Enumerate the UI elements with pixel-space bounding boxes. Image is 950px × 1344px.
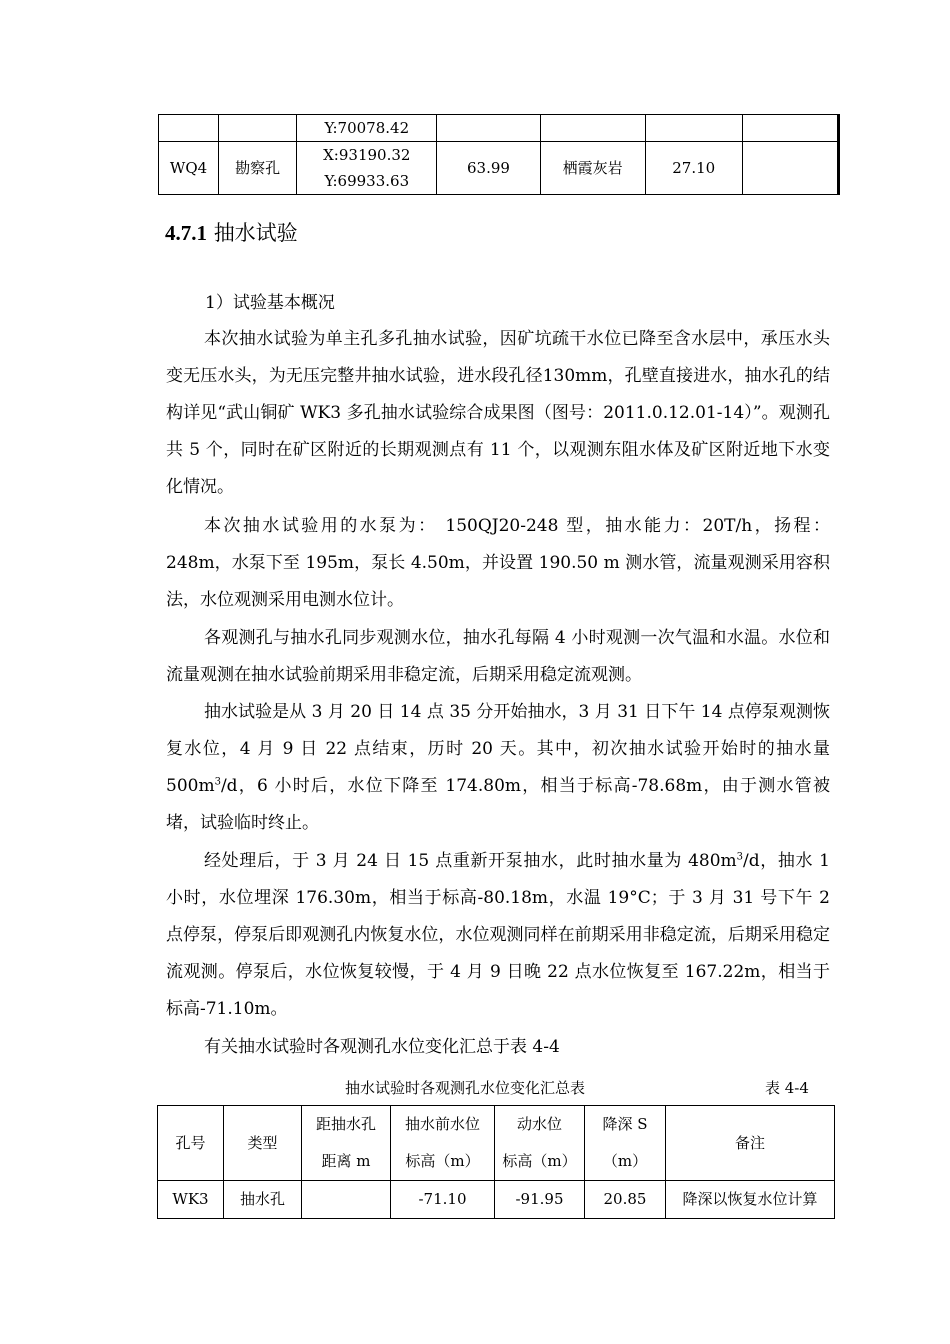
table-cell: 抽水孔	[224, 1181, 302, 1219]
table-cell: -91.95	[495, 1181, 585, 1219]
text-run: 抽水试验是从 3 月 20 日 14 点 35 分开始抽水，3 月 31 日下午 14 点停泵观测恢复水位，4 月 9 日 22 点结束，历时 20 天。其中，初次抽水试验开始时的抽水量 500m	[166, 702, 830, 796]
header-distance	[302, 1106, 391, 1181]
table-row	[159, 115, 839, 142]
table-cell	[219, 115, 297, 142]
table-row	[158, 1181, 835, 1219]
header-line: 抽水前水位	[404, 1115, 480, 1133]
paragraph: 有关抽水试验时各观测孔水位变化汇总于表 4-4	[204, 1037, 560, 1057]
table-cell: -71.10	[391, 1181, 495, 1219]
header-line: 标高（m）	[405, 1152, 480, 1170]
header-drawdown	[585, 1106, 666, 1181]
table-cell	[742, 142, 838, 195]
table-caption-number: 表 4-4	[765, 1079, 809, 1097]
paragraph: 各观测孔与抽水孔同步观测水位，抽水孔每隔 4 小时观测一次气温和水温。水位和流量观测在抽水试验前期采用非稳定流，后期采用稳定流观测。	[166, 628, 830, 685]
table-cell	[159, 115, 219, 142]
paragraph	[166, 843, 830, 1028]
header-line: 标高（m）	[502, 1152, 577, 1170]
superscript: 3	[736, 851, 744, 863]
text-run: /d，抽水 1 小时，水位埋深 176.30m，相当于标高-80.18m，水温 19°C；于 3 月 31 号下午 2 点停泵，停泵后即观测孔内恢复水位，水位观测同样在前期采用非稳定流，后期采用稳定流观测。停泵后，水位恢复较慢，于 4 月 9 日晚 22 点水位恢复至 167.22m，相当于标高-71.10m。	[166, 851, 830, 1019]
paragraph: 本次抽水试验为单主孔多孔抽水试验，因矿坑疏干水位已降至含水层中，承压水头变无压水头，为无压完整井抽水试验，进水段孔径130mm，孔壁直接进水，抽水孔的结构详见“武山铜矿 WK3 多孔抽水试验综合成果图（图号：2011.0.12.01-14）”。观测孔共 5 个，同时在矿区附近的长期观测点有 11 个，以观测东阻水体及矿区附近地下水变化情况。	[166, 329, 830, 497]
table-cell: 勘察孔	[219, 142, 297, 195]
paragraph: 本次抽水试验用的水泵为： 150QJ20-248 型，抽水能力：20T/h，扬程：248m，水泵下至 195m，泵长 4.50m，并设置 190.50 m 测水管，流量观测采用容积法，水位观测采用电测水位计。	[166, 516, 830, 610]
table-cell: 63.99	[437, 142, 540, 195]
table-cell: Y:70078.42	[297, 115, 437, 142]
table-cell	[540, 115, 645, 142]
table-cell: WK3	[158, 1181, 224, 1219]
table-cell: 27.10	[645, 142, 742, 195]
superscript: 3	[214, 776, 221, 788]
table-caption-title: 抽水试验时各观测孔水位变化汇总表	[345, 1079, 586, 1097]
header-pre-level	[391, 1106, 495, 1181]
table-header-row	[158, 1106, 835, 1181]
table-cell: X:93190.32	[297, 142, 437, 169]
header-line: 距抽水孔	[315, 1115, 376, 1133]
table-cell: Y:69933.63	[297, 168, 437, 195]
section-number: 4.7.1	[165, 221, 207, 245]
paragraph	[166, 694, 830, 842]
table-cell: WQ4	[159, 142, 219, 195]
text-run: 经处理后，于 3 月 24 日 15 点重新开泵抽水，此时抽水量为 480m	[204, 851, 737, 871]
header-dynamic-level	[495, 1106, 585, 1181]
header-line: 降深 S	[602, 1115, 648, 1133]
header-type: 类型	[224, 1106, 302, 1181]
table-cell: 降深以恢复水位计算	[666, 1181, 835, 1219]
table-row	[159, 142, 839, 169]
header-remark: 备注	[666, 1106, 835, 1181]
table-cell	[645, 115, 742, 142]
table-cell: 20.85	[585, 1181, 666, 1219]
well-coordinates-table	[158, 114, 840, 195]
water-level-summary-table	[157, 1105, 835, 1219]
table-cell	[437, 115, 540, 142]
table-cell	[302, 1181, 391, 1219]
text-run: /d，6 小时后，水位下降至 174.80m，相当于标高-78.68m，由于测水管被堵，试验临时终止。	[166, 776, 830, 833]
header-line: 动水位	[516, 1115, 562, 1133]
section-heading	[165, 218, 298, 248]
header-line: （m）	[602, 1152, 648, 1170]
subheading: 1）试验基本概况	[205, 293, 335, 313]
header-hole: 孔号	[158, 1106, 224, 1181]
table-cell: 栖霞灰岩	[540, 142, 645, 195]
header-line: 距离 m	[321, 1152, 371, 1170]
table-cell	[742, 115, 838, 142]
section-title: 抽水试验	[213, 221, 298, 245]
